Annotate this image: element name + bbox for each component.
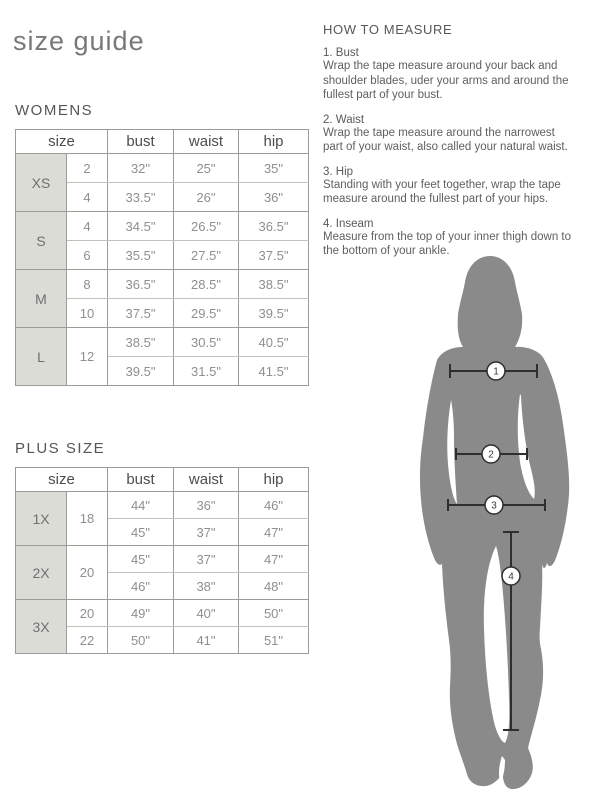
size-label-cell: M bbox=[16, 270, 67, 328]
waist-cell: 40" bbox=[174, 600, 239, 627]
col-header-hip: hip bbox=[239, 468, 309, 492]
waist-cell: 26.5" bbox=[174, 212, 239, 241]
size-number-cell: 10 bbox=[67, 299, 108, 328]
bust-cell: 37.5" bbox=[108, 299, 174, 328]
hip-cell: 41.5" bbox=[239, 357, 309, 386]
hip-cell: 39.5" bbox=[239, 299, 309, 328]
marker-number: 2 bbox=[488, 449, 494, 461]
bust-cell: 38.5" bbox=[108, 328, 174, 357]
waist-cell: 36" bbox=[174, 492, 239, 519]
table-row bbox=[16, 212, 309, 241]
plus-size-table bbox=[15, 467, 309, 654]
table-row bbox=[16, 328, 309, 357]
table-header-row bbox=[16, 468, 309, 492]
marker-number: 4 bbox=[508, 571, 514, 583]
woman-silhouette-diagram bbox=[390, 252, 590, 792]
waist-cell: 31.5" bbox=[174, 357, 239, 386]
table-header-row bbox=[16, 130, 309, 154]
col-header-size: size bbox=[16, 468, 108, 492]
bust-cell: 44" bbox=[108, 492, 174, 519]
size-number-cell: 20 bbox=[67, 600, 108, 627]
step-label: 3. Hip bbox=[323, 165, 354, 178]
table-row bbox=[16, 154, 309, 183]
step-text: Wrap the tape measure around your back and shoulder blades, uder your arms and around the fullest part of your bust. bbox=[323, 60, 569, 101]
bust-cell: 45" bbox=[108, 546, 174, 573]
hip-cell: 47" bbox=[239, 519, 309, 546]
marker-number: 1 bbox=[493, 366, 499, 378]
size-number-cell: 20 bbox=[67, 546, 108, 600]
bust-cell: 36.5" bbox=[108, 270, 174, 299]
size-label-cell: S bbox=[16, 212, 67, 270]
hip-cell: 50" bbox=[239, 600, 309, 627]
plus-size-section-heading: PLUS SIZE bbox=[15, 440, 106, 457]
size-number-cell: 6 bbox=[67, 241, 108, 270]
waist-cell: 28.5" bbox=[174, 270, 239, 299]
waist-cell: 27.5" bbox=[174, 241, 239, 270]
page-title: size guide bbox=[13, 26, 145, 56]
col-header-bust: bust bbox=[108, 468, 174, 492]
how-to-measure-heading: HOW TO MEASURE bbox=[323, 22, 453, 37]
hip-cell: 46" bbox=[239, 492, 309, 519]
measure-step-hip bbox=[323, 166, 575, 207]
waist-cell: 37" bbox=[174, 519, 239, 546]
waist-cell: 26" bbox=[174, 183, 239, 212]
size-number-cell: 22 bbox=[67, 627, 108, 654]
size-label-cell: 1X bbox=[16, 492, 67, 546]
hip-cell: 40.5" bbox=[239, 328, 309, 357]
how-to-measure-section bbox=[323, 22, 575, 270]
hip-cell: 38.5" bbox=[239, 270, 309, 299]
waist-cell: 38" bbox=[174, 573, 239, 600]
size-label-cell: 2X bbox=[16, 546, 67, 600]
bust-cell: 45" bbox=[108, 519, 174, 546]
measure-step-bust bbox=[323, 47, 575, 103]
bust-cell: 33.5" bbox=[108, 183, 174, 212]
size-number-cell: 4 bbox=[67, 183, 108, 212]
hip-cell: 48" bbox=[239, 573, 309, 600]
hip-cell: 36" bbox=[239, 183, 309, 212]
col-header-waist: waist bbox=[174, 130, 239, 154]
size-number-cell: 12 bbox=[67, 328, 108, 386]
col-header-bust: bust bbox=[108, 130, 174, 154]
step-label: 4. Inseam bbox=[323, 217, 374, 230]
waist-cell: 30.5" bbox=[174, 328, 239, 357]
size-number-cell: 4 bbox=[67, 212, 108, 241]
col-header-size: size bbox=[16, 130, 108, 154]
bust-cell: 32" bbox=[108, 154, 174, 183]
hip-cell: 51" bbox=[239, 627, 309, 654]
measurement-figure bbox=[390, 252, 590, 792]
table-row bbox=[16, 546, 309, 573]
size-label-cell: L bbox=[16, 328, 67, 386]
size-label-cell: 3X bbox=[16, 600, 67, 654]
size-number-cell: 18 bbox=[67, 492, 108, 546]
hip-cell: 36.5" bbox=[239, 212, 309, 241]
step-text: Standing with your feet together, wrap the tape measure around the fullest part of your hips. bbox=[323, 178, 561, 205]
step-label: 2. Waist bbox=[323, 113, 365, 126]
womens-section-heading: WOMENS bbox=[15, 102, 94, 119]
bust-cell: 39.5" bbox=[108, 357, 174, 386]
col-header-waist: waist bbox=[174, 468, 239, 492]
col-header-hip: hip bbox=[239, 130, 309, 154]
hip-cell: 37.5" bbox=[239, 241, 309, 270]
waist-cell: 37" bbox=[174, 546, 239, 573]
hip-cell: 35" bbox=[239, 154, 309, 183]
table-row bbox=[16, 492, 309, 519]
step-text: Measure from the top of your inner thigh down to the bottom of your ankle. bbox=[323, 230, 572, 257]
table-row bbox=[16, 600, 309, 627]
bust-cell: 46" bbox=[108, 573, 174, 600]
hip-cell: 47" bbox=[239, 546, 309, 573]
step-label: 1. Bust bbox=[323, 47, 359, 59]
size-number-cell: 2 bbox=[67, 154, 108, 183]
bust-cell: 50" bbox=[108, 627, 174, 654]
table-row bbox=[16, 270, 309, 299]
waist-cell: 41" bbox=[174, 627, 239, 654]
measure-step-waist bbox=[323, 114, 575, 155]
womens-size-table bbox=[15, 129, 309, 386]
waist-cell: 25" bbox=[174, 154, 239, 183]
step-text: Wrap the tape measure around the narrowest part of your waist, also called your natural waist. bbox=[323, 126, 568, 153]
waist-cell: 29.5" bbox=[174, 299, 239, 328]
size-label-cell: XS bbox=[16, 154, 67, 212]
size-number-cell: 8 bbox=[67, 270, 108, 299]
bust-cell: 35.5" bbox=[108, 241, 174, 270]
bust-cell: 49" bbox=[108, 600, 174, 627]
marker-number: 3 bbox=[491, 500, 497, 512]
bust-cell: 34.5" bbox=[108, 212, 174, 241]
